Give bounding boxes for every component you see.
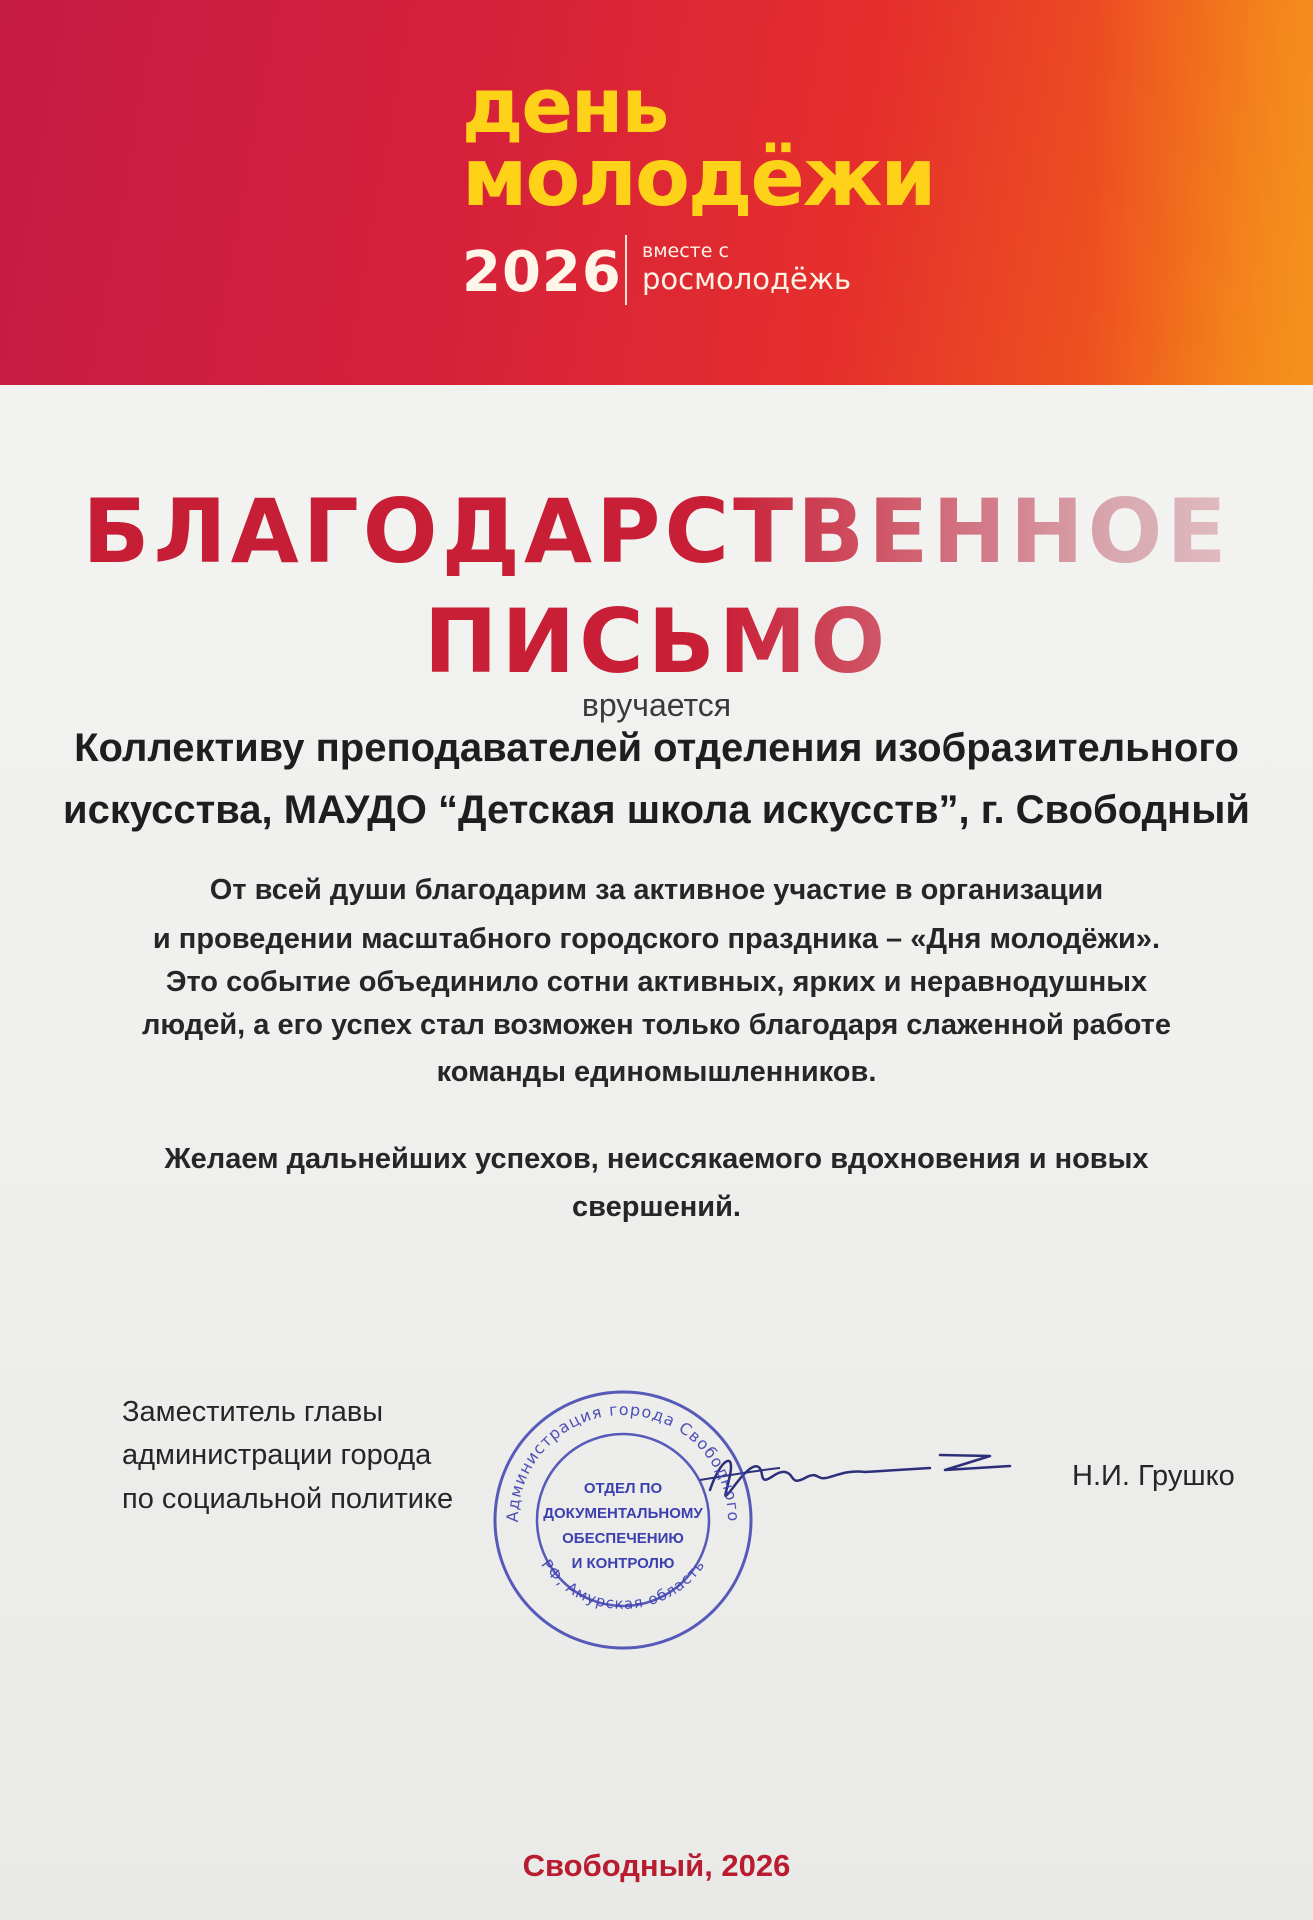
document-title-line-1: БЛАГОДАРСТВЕННОЕ (0, 488, 1313, 576)
logo-caption-small: вместе с (642, 240, 729, 262)
logo-line-1: день (462, 61, 668, 150)
document-title-line-2: ПИСЬМО (0, 598, 1313, 686)
signatory-position-line-3: по социальной политике (122, 1483, 454, 1515)
header-banner (0, 0, 1313, 385)
signatory-position-line-1: Заместитель главы (122, 1396, 384, 1428)
signatory-name: Н.И. Грушко (1072, 1460, 1235, 1492)
stamp-inner-line-1: ОТДЕЛ ПО (583, 1480, 663, 1497)
logo-caption-brand: росмолодёжь (642, 262, 852, 296)
stamp-inner-line-4: И КОНТРОЛЮ (571, 1555, 675, 1572)
body-line-5: команды единомышленников. (436, 1056, 877, 1088)
wish-line-1: Желаем дальнейших успехов, неиссякаемого вдохновения и новых (164, 1143, 1149, 1175)
body-line-2: и проведении масштабного городского праздника – «Дня молодёжи». (152, 923, 1161, 955)
recipient-line-1: Коллективу преподавателей отделения изобразительного (74, 726, 1239, 770)
stamp-inner-line-2: ДОКУМЕНТАЛЬНОМУ (543, 1505, 703, 1522)
stamp-outer-text: Администрация города Свободного (502, 1399, 744, 1523)
logo-year: 2026 (462, 240, 622, 305)
signatory-position-line-2: администрации города (122, 1439, 432, 1471)
wish-line-2: свершений. (572, 1191, 741, 1223)
stamp-inner-line-3: ОБЕСПЕЧЕНИЮ (562, 1530, 684, 1547)
presented-label: вручается (581, 687, 732, 723)
logo-separator (625, 235, 627, 305)
stamp-bottom-text: РФ, Амурская область (537, 1556, 709, 1614)
logo-line-2: молодёжи (462, 131, 935, 224)
official-stamp (488, 1385, 758, 1655)
footer-place-year: Свободный, 2026 (522, 1848, 791, 1883)
body-line-3: Это событие объединило сотни активных, ярких и неравнодушных (165, 966, 1148, 998)
body-line-1: От всей души благодарим за активное участие в организации (209, 874, 1104, 906)
body-line-4: людей, а его успех стал возможен только благодаря слаженной работе (141, 1009, 1172, 1041)
recipient-line-2: искусства, МАУДО “Детская школа искусств”, г. Свободный (63, 788, 1250, 832)
